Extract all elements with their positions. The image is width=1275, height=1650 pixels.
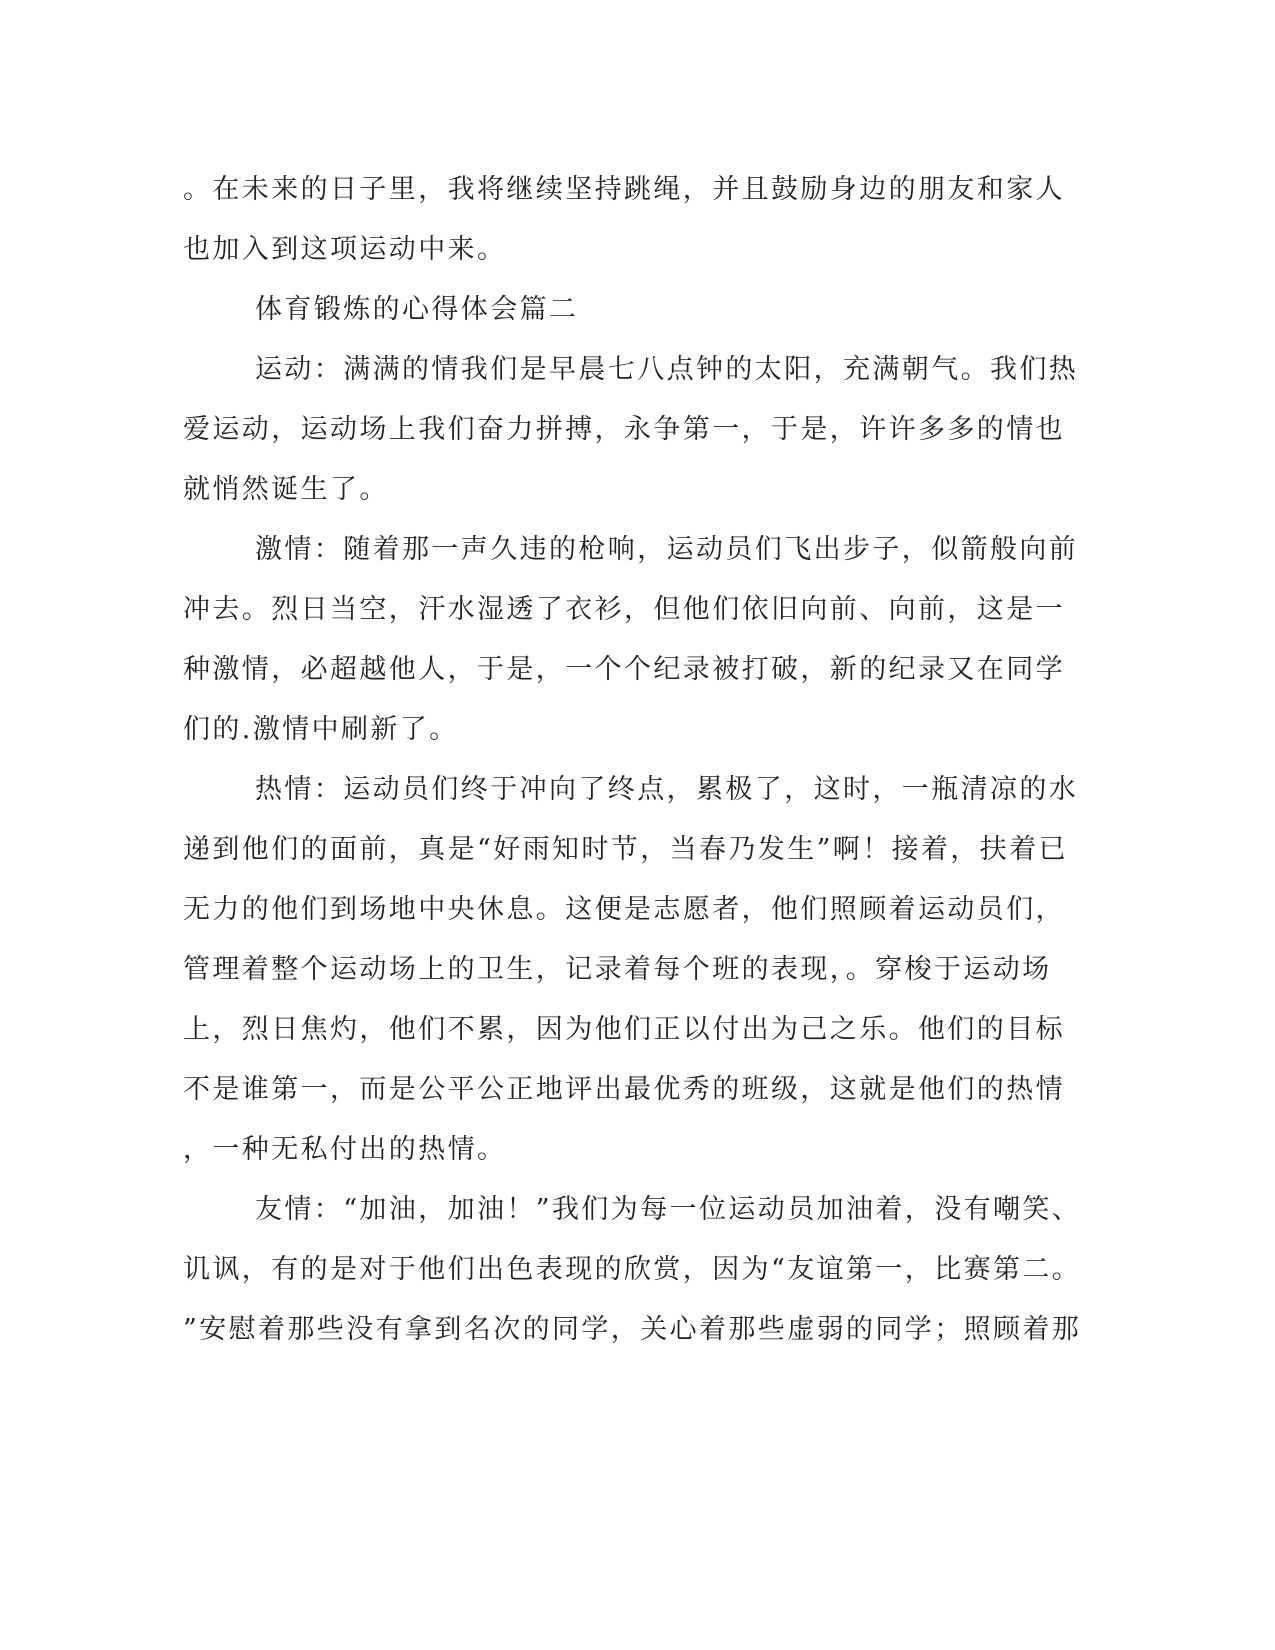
text-line: ，一种无私付出的热情。 [183,1134,507,1165]
text-line: 。在未来的日子里，我将继续坚持跳绳，并且鼓励身边的朋友和家人 [183,174,1065,205]
text-line: 就悄然诞生了。 [183,474,389,505]
body-text [183,160,1082,1360]
paragraph-start: 友情：“加油，加油！”我们为每一位运动员加油着，没有嘲笑、 [255,1194,1082,1225]
text-line: 上，烈日焦灼，他们不累，因为他们正以付出为己之乐。他们的目标 [183,1014,1065,1045]
section-heading: 体育锻炼的心得体会篇二 [255,294,579,325]
text-line: 无力的他们到场地中央休息。这便是志愿者，他们照顾着运动员们， [183,894,1065,925]
text-line: 管理着整个运动场上的卫生，记录着每个班的表现，。穿梭于运动场 [183,954,1052,985]
paragraph-start: 激情：随着那一声久违的枪响，运动员们飞出步子，似箭般向前 [255,534,1079,565]
text-line: 们的.激情中刷新了。 [183,714,459,745]
text-line: 也加入到这项运动中来。 [183,234,507,265]
text-line: 递到他们的面前，真是“好雨知时节，当春乃发生”啊！接着，扶着已 [183,834,1069,865]
text-line: 种激情，必超越他人，于是，一个个纪录被打破，新的纪录又在同学 [183,654,1065,685]
text-line: 不是谁第一，而是公平公正地评出最优秀的班级，这就是他们的热情 [183,1074,1065,1105]
text-line: 爱运动，运动场上我们奋力拼搏，永争第一，于是，许许多多的情也 [183,414,1065,445]
text-line: 冲去。烈日当空，汗水湿透了衣衫，但他们依旧向前、向前，这是一 [183,594,1065,625]
paragraph-start: 运动：满满的情我们是早晨七八点钟的太阳，充满朝气。我们热 [255,354,1079,385]
text-line: ”安慰着那些没有拿到名次的同学，关心着那些虚弱的同学；照顾着那 [183,1314,1082,1345]
paragraph-start: 热情：运动员们终于冲向了终点，累极了，这时，一瓶清凉的水 [255,774,1079,805]
text-line: 讥讽，有的是对于他们出色表现的欣赏，因为“友谊第一，比赛第二。 [183,1254,1082,1285]
